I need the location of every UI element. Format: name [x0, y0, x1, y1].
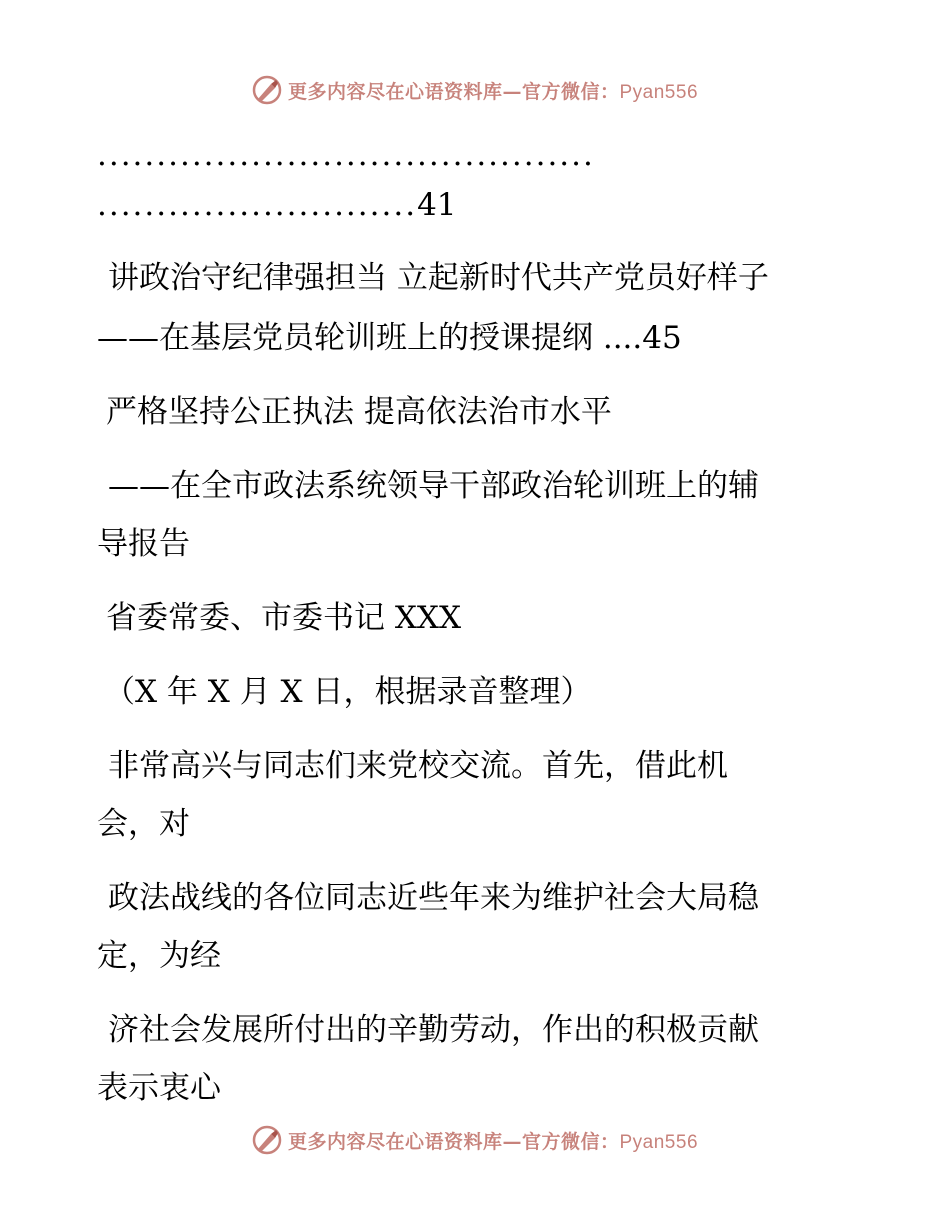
header-watermark [0, 70, 950, 110]
toc-leader-dots-1: .......................................... [97, 137, 595, 173]
watermark-main-text: 更多内容尽在心语资料库—官方微信： [287, 80, 620, 103]
article-subtitle-line-2: 导报告 [97, 526, 190, 562]
watermark-wechat-id: Pyan556 [619, 1131, 699, 1153]
toc-entry-2-subtitle: ——在基层党员轮训班上的授课提纲 .... [97, 320, 643, 356]
footer-watermark [0, 1120, 950, 1160]
article-date-note: （X 年 X 月 X 日，根据录音整理） [104, 674, 592, 710]
pen-nib-logo-icon [252, 75, 282, 105]
pen-nib-logo-icon [252, 1125, 282, 1155]
toc-entry-2-title: 讲政治守纪律强担当 立起新时代共产党员好样子 [108, 260, 769, 296]
paragraph-1-line-2: 会，对 [97, 806, 190, 842]
paragraph-1-line-1: 非常高兴与同志们来党校交流。首先，借此机 [108, 748, 728, 784]
toc-entry-2-subtitle-line [97, 318, 682, 358]
watermark-text [288, 1127, 698, 1154]
watermark-main-text: 更多内容尽在心语资料库—官方微信： [287, 1130, 620, 1153]
toc-leader-dots-2: ........................... [97, 187, 418, 223]
watermark-text [288, 77, 698, 104]
toc-entry-1-page-line [97, 185, 457, 225]
paragraph-2-line-1: 政法战线的各位同志近些年来为维护社会大局稳 [108, 880, 759, 916]
paragraph-3-line-2: 表示衷心 [97, 1070, 221, 1106]
toc-page-number-2: 45 [642, 320, 682, 356]
article-subtitle-line-1: ——在全市政法系统领导干部政治轮训班上的辅 [108, 468, 759, 504]
paragraph-2-line-2: 定，为经 [97, 938, 221, 974]
article-author: 省委常委、市委书记 XXX [106, 600, 462, 636]
toc-page-number-1: 41 [417, 187, 457, 223]
paragraph-3-line-1: 济社会发展所付出的辛勤劳动，作出的积极贡献 [108, 1012, 759, 1048]
watermark-wechat-id: Pyan556 [619, 81, 699, 103]
article-title: 严格坚持公正执法 提高依法治市水平 [106, 394, 612, 430]
